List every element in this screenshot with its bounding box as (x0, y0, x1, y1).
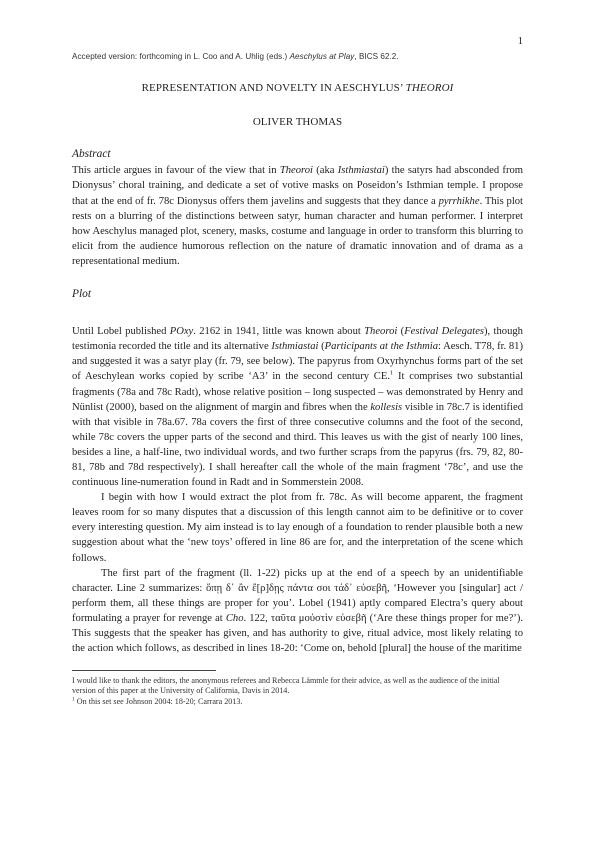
publication-note: Accepted version: forthcoming in L. Coo and A. Uhlig (eds.) Aeschylus at Play, BICS 62.2. (72, 52, 399, 61)
paper-title: REPRESENTATION AND NOVELTY IN AESCHYLUS’ THEOROI (141, 82, 454, 95)
footnote-1: $^1$ On this set see Johnson 2004: 18-20; Carrara 2013. (72, 696, 243, 706)
body-paragraph: The first part of the fragment (ll. 1-22) picks up at the end of a speech by an unidentifiable character. Line 2 summarizes: ὅπῃ δ᾽ ἂν ἔ[ρ]δῃς πάντα σοι τάδ᾽ εὐσεβῆ, ‘However you [singular] act / perform them, all these things are proper for you’. Lobel (1941) aptly compared Electra’s query about formulating a prayer for revenge at Cho. 122, ταῦτα μοὐστὶν εὐσεβῆ (‘Are these things proper for me?’). This suggests that the speaker has given, and has authority to give, ritual advice, most likely relating to the action which follows, as described in lines 18-20: ‘Come on, behold [plural] the house of the maritime (72, 567, 523, 655)
page-number: 1 (517, 36, 523, 47)
book-title: Aeschylus at Play (289, 52, 355, 61)
acknowledgement-note: I would like to thank the editors, the anonymous referees and Rebecca Lämmle for their advice, as well as the audience of the initial version of this paper at the University of California, Davis in 2014. (72, 676, 500, 696)
footnote-marker[interactable]: 1 (390, 369, 394, 377)
body-paragraph: Until Lobel published POxy. 2162 in 1941, little was known about Theoroi (Festival Delegates), though testimonia recorded the title and its alternative Isthmiastai (Participants at the Isthmia: Aesch. T78, fr. 81) and suggested it was a satyr play (fr. 79, see below). The papyrus from Oxyrhynchus forms part of the set of Aeschylean works copied by scribe ‘A3’ in the second century CE.$^1$ It comprises two substantial fragments (78a and 78c Radt), whose relative position – long suspected – was demonstrated by Henry and Nünlist (2000), based on the alignment of margin and fibres when the kollesis visible in 78c.7 is identified with that visible in 78a.67. 78a covers the first of three consecutive columns and the foot of the second, while 78c covers the upper parts of the second and third. This leaves us with the gist of nearly 100 lines, besides a line, a half-line, two individual words, and two further scraps from the papyrus (frs. 79, 82, 80-81, 78b and 78d respectively). I shall hereafter call the whole of the main fragment ‘78c’, and use the continuous line-numeration found in Radt and in Sommerstein 2008. (72, 326, 523, 489)
play-title: THEOROI (405, 82, 454, 95)
author-name: OLIVER THOMAS (252, 116, 343, 129)
abstract-heading: Abstract (72, 148, 111, 161)
abstract-text: This article argues in favour of the view that in Theoroi (aka Isthmiastai) the satyrs had absconded from Dionysus’ choral training, and dedicate a set of votive masks on Poseidon’s Isthmian temple. I propose that at the end of fr. 78c Dionysus offers them javelins and suggests that they dance a pyrrhikhe. This plot rests on a blurring of the distinctions between satyr, human character and human performer. I interpret how Aeschylus managed plot, scenery, masks, costume and language in order to transform this blurring to elicit from the audience humorous reflection on the nature of dramatic innovation and of drama as a representational medium. (72, 165, 524, 267)
footnote-separator (72, 670, 216, 671)
plot-heading: Plot (72, 288, 91, 301)
body-paragraph: I begin with how I would extract the plot from fr. 78c. As will become apparent, the fragment leaves room for so many disputes that a discussion of this length cannot aim to be definitive or to cover every interesting question. My aim instead is to lay enough of a foundation to render plausible both a new suggestion about what the ‘new toys’ offered in line 86 are for, and the interpretation of the scene which follows. (72, 492, 523, 564)
footnotes (72, 676, 523, 707)
